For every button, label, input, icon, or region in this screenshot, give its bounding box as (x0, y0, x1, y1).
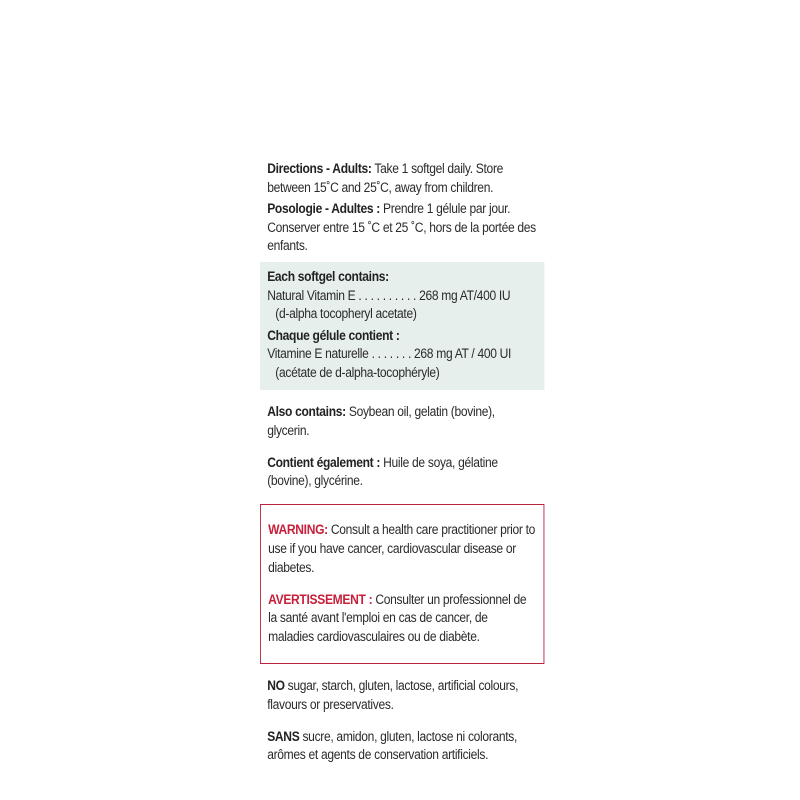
ingredients-panel (260, 262, 544, 390)
ingredients-en-line: Natural Vitamin E . . . . . . . . . . 268 mg AT/400 IU (267, 287, 511, 303)
free-from-en-heading: NO (267, 678, 285, 694)
also-contains-en-heading: Also contains: (267, 403, 346, 419)
warning-box (260, 504, 544, 664)
warning-fr-text: Consulter un professionnel de la santé avant l'emploi en cas de cancer, de maladies cardiovasculaires ou de diabète. (268, 591, 527, 644)
ingredients-fr-line: Vitamine E naturelle . . . . . . . 268 mg AT / 400 UI (267, 346, 512, 362)
free-from-fr (267, 728, 537, 765)
free-from-fr-text: sucre, amidon, gluten, lactose ni colorants, arômes et agents de conservation artificiels. (267, 728, 518, 763)
also-contains-fr-text: Huile de soya, gélatine (bovine), glycérine. (267, 454, 498, 489)
supplement-label (260, 160, 544, 778)
directions-fr-heading: Posologie - Adultes : (267, 201, 380, 217)
ingredients-fr-sub: (acétate de d-alpha-tocophéryle) (275, 364, 440, 380)
free-from-en-text: sugar, starch, gluten, lactose, artificial colours, flavours or preservatives. (267, 678, 519, 712)
directions-en-heading: Directions - Adults: (267, 161, 372, 176)
also-contains-fr-heading: Contient également : (267, 454, 381, 470)
warning-en (268, 521, 536, 577)
also-contains-fr (267, 454, 537, 491)
directions-section (260, 160, 544, 256)
free-from-en (267, 677, 537, 714)
ingredients-en (267, 268, 537, 324)
warning-en-text: Consult a health care practitioner prior to use if you have cancer, cardiovascular disease or diabetes. (268, 522, 536, 575)
warning-fr (268, 591, 536, 647)
warning-fr-heading: AVERTISSEMENT : (268, 591, 373, 607)
directions-en-text: Take 1 softgel daily. Store between 15˚C and 25˚C, away from children. (267, 161, 504, 195)
ingredients-en-sub: (d-alpha tocopheryl acetate) (275, 306, 417, 322)
ingredients-fr (267, 327, 537, 383)
free-from-fr-heading: SANS (267, 728, 300, 744)
also-contains-en-text: Soybean oil, gelatin (bovine), glycerin. (267, 403, 495, 438)
also-contains-en (267, 403, 537, 440)
directions-fr-text: Prendre 1 gélule par jour. Conserver entre 15 ˚C et 25 ˚C, hors de la portée des enfants. (267, 201, 536, 254)
ingredients-fr-heading: Chaque gélule contient : (267, 327, 400, 343)
directions-fr (267, 200, 537, 256)
free-from-section (260, 677, 544, 765)
directions-en (267, 160, 537, 197)
ingredients-en-heading: Each softgel contains: (267, 268, 389, 284)
warning-en-heading: WARNING: (268, 522, 328, 538)
also-contains-section (260, 403, 544, 491)
